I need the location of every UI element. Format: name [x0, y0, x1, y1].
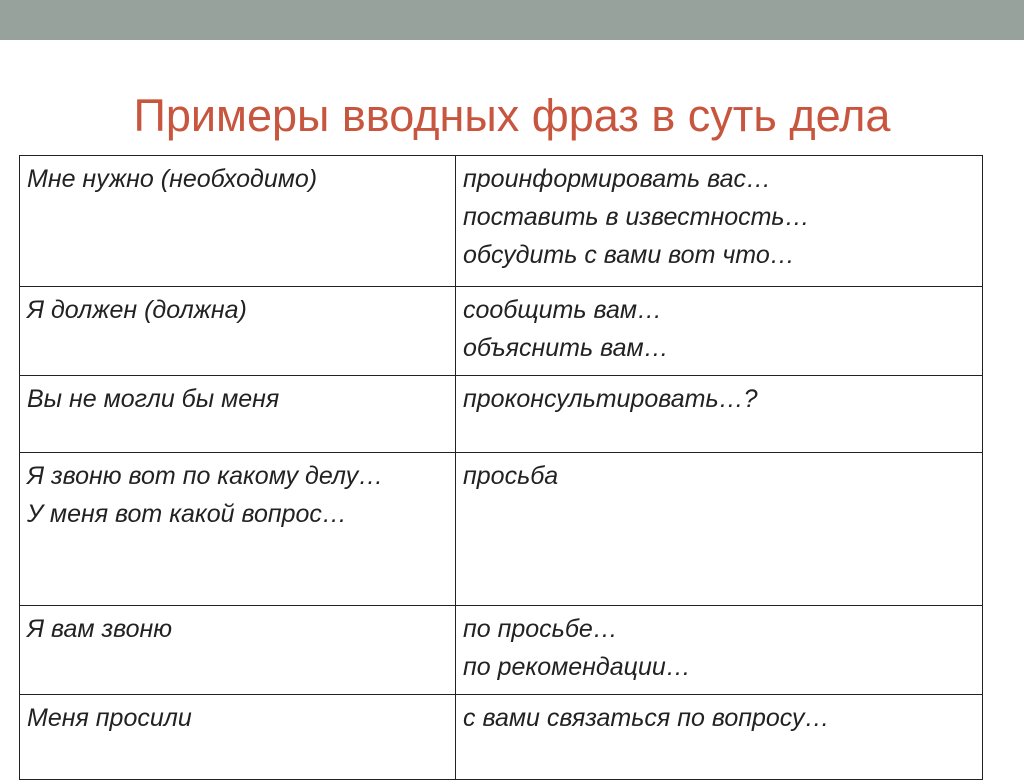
table-cell-left	[20, 287, 456, 376]
cell-text: Вы не могли бы меня	[27, 385, 280, 413]
table-cell-left	[20, 606, 456, 695]
table-cell-left	[20, 453, 456, 606]
cell-text: поставить в известность…	[463, 203, 810, 231]
table-cell-right	[456, 606, 983, 695]
slide-title: Примеры вводных фраз в суть дела	[133, 90, 891, 141]
table-row	[20, 606, 983, 695]
table-cell-left	[20, 156, 456, 287]
table-row	[20, 453, 983, 606]
cell-text: У меня вот какой вопрос…	[27, 500, 347, 528]
cell-text: Я вам звоню	[27, 615, 173, 643]
table-cell-right	[456, 287, 983, 376]
cell-text: проконсультировать…?	[463, 385, 758, 413]
cell-text: по просьбе…	[463, 615, 618, 643]
cell-text: сообщить вам…	[463, 296, 663, 324]
cell-text: просьба	[463, 462, 559, 490]
cell-text: обсудить с вами вот что…	[463, 241, 795, 269]
table-cell-right	[456, 156, 983, 287]
table-cell-right	[456, 453, 983, 606]
table-cell-left	[20, 376, 456, 453]
cell-text: проинформировать вас…	[463, 165, 771, 193]
cell-text: Меня просили	[27, 704, 192, 732]
table-row	[20, 376, 983, 453]
cell-text: с вами связаться по вопросу…	[463, 704, 830, 732]
table-row	[20, 156, 983, 287]
cell-text: Мне нужно (необходимо)	[27, 165, 318, 193]
phrases-table	[19, 155, 983, 780]
table-cell-right	[456, 376, 983, 453]
cell-text: объяснить вам…	[463, 334, 669, 362]
cell-text: Я должен (должна)	[27, 296, 247, 324]
cell-text: Я звоню вот по какому делу…	[27, 462, 384, 490]
table-row	[20, 287, 983, 376]
cell-text: по рекомендации…	[463, 653, 691, 681]
top-accent-bar	[0, 0, 1024, 40]
